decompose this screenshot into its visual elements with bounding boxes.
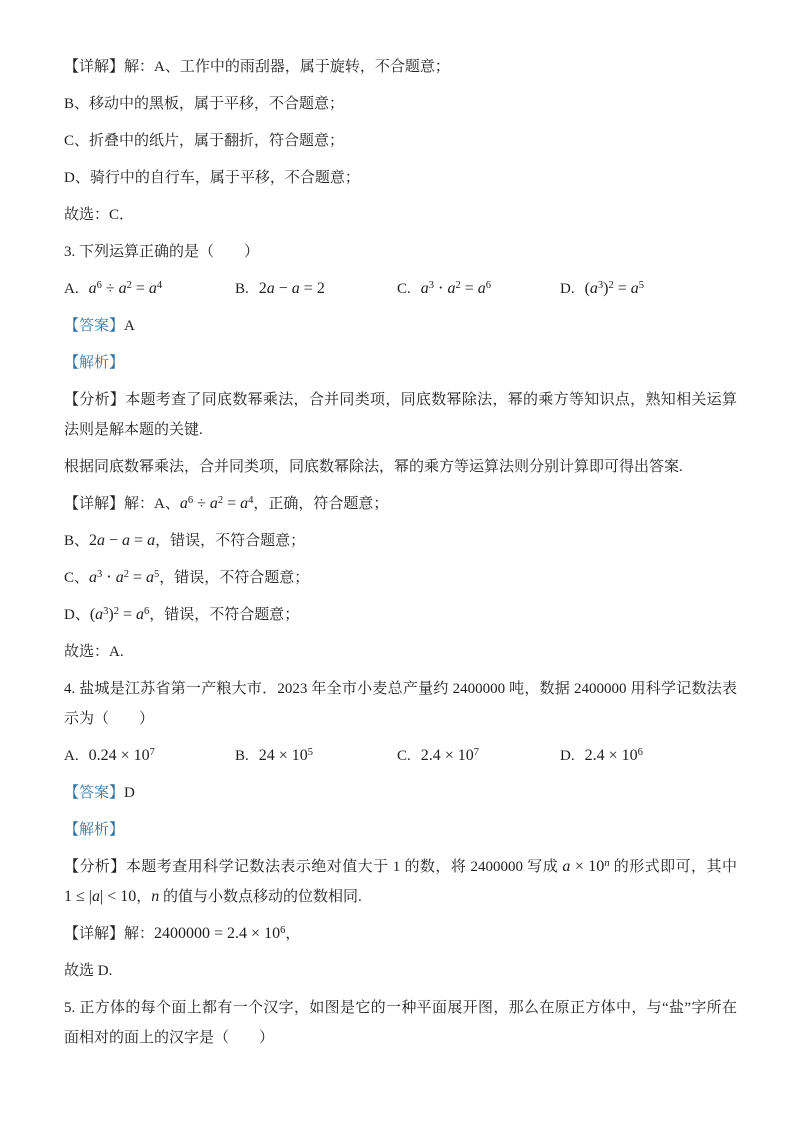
math-text: ÷: [101, 280, 119, 297]
q3-answer: [64, 311, 737, 341]
text-run: ，错误，不符合题意；: [159, 570, 310, 586]
math-text: 2: [89, 532, 98, 549]
option-b: [235, 274, 397, 304]
math-expression: [585, 274, 644, 304]
math-text: ⋅: [434, 280, 448, 297]
math-text: −: [274, 280, 292, 297]
exponent: 2: [126, 279, 132, 291]
math-expression: [89, 741, 155, 771]
math-text: (: [89, 606, 96, 623]
text-run: 【详解】解：: [64, 926, 155, 942]
math-expression: [64, 888, 136, 905]
variable: a: [136, 606, 145, 623]
q3-stem: [64, 237, 737, 267]
option-letter: A.: [64, 748, 79, 764]
math-text: ÷: [193, 495, 210, 512]
q2-detail-option-c: [64, 126, 737, 156]
q3-options: [64, 274, 737, 304]
math-expression: [89, 532, 155, 549]
text-run: ，正确，符合题意；: [253, 496, 389, 512]
q4-answer: [64, 778, 737, 808]
math-text: (: [584, 280, 590, 297]
option-d: [560, 274, 737, 304]
section-label: 【解析】: [64, 822, 125, 838]
exponent: 2: [455, 279, 461, 291]
exponent: 7: [149, 746, 155, 758]
exponent: 6: [280, 924, 286, 936]
math-text: =: [129, 569, 147, 586]
exponent: 5: [307, 746, 314, 758]
q3-detail-option-d: [64, 600, 737, 630]
math-text: 2400000 = 2.4 × 10: [154, 925, 281, 942]
math-text: −: [105, 532, 123, 549]
math-text: ): [108, 606, 114, 623]
option-c: [397, 741, 560, 771]
text-run: 3. 下列运算正确的是（ ）: [64, 244, 260, 260]
q3-detail-option-a: [64, 489, 737, 519]
q3-conclusion: [64, 637, 737, 667]
math-text: 1 ≤ |: [64, 888, 92, 905]
variable: a: [146, 569, 155, 586]
q4-explanation-label: [64, 815, 737, 845]
text-run: 故选 D.: [64, 963, 113, 979]
variable: a: [477, 280, 486, 297]
text-run: ，错误，不符合题意；: [155, 533, 306, 549]
text-run: 【分析】本题考查用科学记数法表示绝对值大于 1 的数，将 2400000 写成: [64, 859, 563, 875]
text-run: 的值与小数点移动的位数相同.: [159, 889, 362, 905]
exponent: 5: [154, 568, 160, 580]
variable: a: [589, 280, 598, 297]
math-text: 2.4 × 10: [420, 747, 474, 764]
math-expression: [562, 858, 609, 875]
option-letter: B.: [235, 748, 249, 764]
math-expression: [421, 741, 479, 771]
exponent: 6: [637, 746, 643, 758]
option-letter: B.: [235, 281, 249, 297]
text-run: B、: [64, 533, 90, 549]
text-run: ，: [136, 889, 152, 905]
text-run: D、: [64, 607, 90, 623]
math-expression: [90, 606, 149, 623]
math-text: =: [130, 532, 148, 549]
q3-analysis: [64, 385, 737, 445]
exponent: 2: [113, 605, 119, 617]
q2-conclusion: [64, 200, 737, 230]
option-letter: A.: [64, 281, 79, 297]
section-label: 【答案】: [64, 318, 125, 334]
document-content: [64, 52, 737, 1053]
exponent: 6: [144, 605, 150, 617]
variable: a: [122, 532, 131, 549]
option-b: [235, 741, 397, 771]
variable: a: [148, 280, 157, 297]
variable: a: [209, 495, 218, 512]
variable: a: [95, 606, 104, 623]
text-run: 【详解】解：A、: [64, 496, 180, 512]
variable: a: [179, 495, 188, 512]
text-run: D、骑行中的自行车，属于平移，不合题意；: [64, 170, 360, 186]
q2-detail-option-d: [64, 163, 737, 193]
variable: a: [420, 280, 429, 297]
exponent: 2: [608, 279, 614, 291]
math-text: ⋅: [102, 569, 116, 586]
exponent: 5: [638, 279, 645, 291]
q4-options: [64, 741, 737, 771]
option-d: [560, 741, 737, 771]
text-run: 4. 盐城是江苏省第一产粮大市．2023 年全市小麦总产量约 2400000 吨，数据 2400000 用科学记数法表示为（ ）: [64, 681, 737, 727]
exponent: 4: [248, 494, 254, 506]
math-text: =: [613, 280, 631, 297]
variable: a: [118, 280, 127, 297]
text-run: 故选：C．: [64, 207, 135, 223]
math-text: | < 10: [99, 888, 137, 905]
text-run: B、移动中的黑板，属于平移，不合题意；: [64, 96, 345, 112]
math-text: ): [603, 280, 609, 297]
q4-detail: [64, 919, 737, 949]
exponent: 3: [597, 279, 604, 291]
q5-stem: [64, 993, 737, 1053]
variable: a: [562, 858, 571, 875]
q4-analysis: [64, 852, 737, 912]
variable: a: [88, 280, 97, 297]
text-run: 【详解】解：A、工作中的雨刮器，属于旋转，不合题意；: [64, 59, 450, 75]
text-run: A: [124, 318, 135, 334]
math-expression: [89, 274, 163, 304]
text-run: 5. 正方体的每个面上都有一个汉字，如图是它的一种平面展开图，那么在原正方体中，与“盐”字所在面相对的面上的汉字是（ ）: [64, 1000, 737, 1046]
variable: a: [89, 569, 98, 586]
exponent: 2: [217, 494, 224, 506]
variable: a: [447, 280, 456, 297]
math-expression: [154, 925, 285, 942]
variable: a: [97, 532, 106, 549]
math-text: = 2: [299, 280, 325, 297]
exponent: 3: [97, 568, 103, 580]
q4-conclusion: [64, 956, 737, 986]
math-text: =: [460, 280, 478, 297]
q3-detail-option-b: [64, 526, 737, 556]
math-text: 2: [258, 280, 267, 297]
q3-analysis-2: [64, 452, 737, 482]
math-expression: [180, 495, 254, 512]
option-c: [397, 274, 560, 304]
section-label: 【解析】: [64, 355, 125, 371]
math-text: 2.4 × 10: [584, 747, 638, 764]
text-run: ，错误，不符合题意；: [149, 607, 300, 623]
math-expression: [259, 274, 325, 304]
variable: a: [291, 280, 300, 297]
math-text: 0.24 × 10: [88, 747, 150, 764]
math-text: =: [223, 495, 241, 512]
exponent: 3: [103, 605, 109, 617]
option-letter: C.: [397, 748, 411, 764]
q2-detail-option-b: [64, 89, 737, 119]
text-run: 【分析】本题考查了同底数幂乘法，合并同类项，同底数幂除法，幂的乘方等知识点，熟知相关运算法则是解本题的关键.: [64, 392, 737, 438]
exponent: 3: [428, 279, 435, 291]
option-letter: D.: [560, 748, 575, 764]
variable: a: [147, 532, 156, 549]
exponent: n: [604, 857, 610, 869]
text-run: 的形式即可，其中: [609, 859, 737, 875]
text-run: C、: [64, 570, 90, 586]
option-letter: D.: [560, 281, 575, 297]
text-run: 故选：A.: [64, 644, 124, 660]
option-a: [64, 274, 235, 304]
text-run: 根据同底数幂乘法，合并同类项，同底数幂除法，幂的乘方等运算法则分别计算即可得出答案.: [64, 459, 683, 475]
math-expression: [585, 741, 643, 771]
variable: a: [266, 280, 275, 297]
exponent: 6: [96, 279, 102, 291]
variable: a: [630, 280, 639, 297]
section-label: 【答案】: [64, 785, 125, 801]
option-a: [64, 741, 235, 771]
math-expression: [89, 569, 159, 586]
exponent: 2: [123, 568, 129, 580]
q3-detail-option-c: [64, 563, 737, 593]
exponent: 4: [156, 279, 163, 291]
math-expression: [421, 274, 491, 304]
exponent: 6: [187, 494, 194, 506]
text-run: C、折叠中的纸片，属于翻折，符合题意；: [64, 133, 345, 149]
variable: a: [240, 495, 249, 512]
math-text: × 10: [570, 858, 605, 875]
math-text: =: [119, 606, 137, 623]
exponent: 7: [473, 746, 480, 758]
math-expression: [259, 741, 313, 771]
variable: a: [115, 569, 124, 586]
variable: a: [91, 888, 100, 905]
q3-explanation-label: [64, 348, 737, 378]
q2-detail-option-a: [64, 52, 737, 82]
math-text: 24 × 10: [258, 747, 308, 764]
variable: n: [151, 888, 160, 905]
option-letter: C.: [397, 281, 411, 297]
text-run: ，: [285, 926, 301, 942]
exponent: 6: [485, 279, 492, 291]
text-run: D: [124, 785, 135, 801]
q4-stem: [64, 674, 737, 734]
math-text: =: [131, 280, 149, 297]
